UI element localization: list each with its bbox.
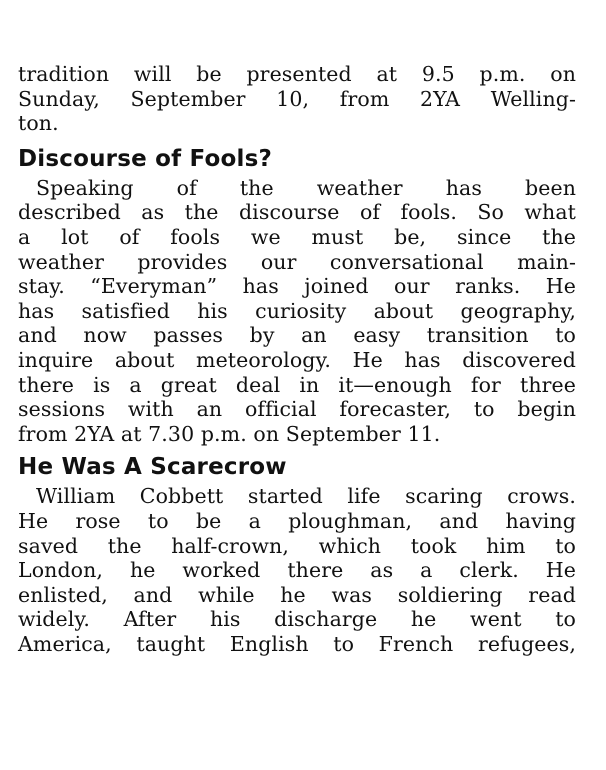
text-line: stay. “Everyman” has joined our ranks. He bbox=[18, 274, 576, 299]
text-line: ton. bbox=[18, 111, 59, 136]
text-line: London, he worked there as a clerk. He bbox=[18, 558, 576, 583]
text-line: America, taught English to French refugees, bbox=[18, 631, 576, 656]
text-line: widely. After his discharge he went to bbox=[18, 607, 576, 632]
intro-paragraph bbox=[18, 62, 576, 136]
text-line: saved the half-crown, which took him to bbox=[18, 533, 576, 558]
text-line: and now passes by an easy transition to bbox=[18, 323, 576, 348]
text-line: weather provides our conversational main- bbox=[18, 249, 576, 274]
text-line: enlisted, and while he was soldiering read bbox=[18, 582, 576, 607]
text-line: Sunday, September 10, from 2YA Welling- bbox=[18, 86, 576, 111]
text-line: William Cobbett started life scaring crows. bbox=[36, 484, 576, 509]
article-column bbox=[18, 62, 576, 656]
section-paragraph-discourse-of-fools bbox=[18, 176, 576, 447]
text-line: there is a great deal in it—enough for three bbox=[18, 372, 576, 397]
text-line: described as the discourse of fools. So what bbox=[18, 200, 576, 225]
text-line: tradition will be presented at 9.5 p.m. on bbox=[18, 62, 576, 86]
text-line: inquire about meteorology. He has discovered bbox=[18, 347, 576, 372]
text-line: sessions with an official forecaster, to begin bbox=[18, 397, 576, 422]
section-heading-he-was-a-scarecrow: He Was A Scarecrow bbox=[18, 454, 287, 481]
section-paragraph-he-was-a-scarecrow bbox=[18, 484, 576, 656]
text-line: He rose to be a ploughman, and having bbox=[18, 508, 576, 533]
text-line: from 2YA at 7.30 p.m. on September 11. bbox=[18, 421, 441, 446]
text-line: has satisfied his curiosity about geography, bbox=[18, 298, 576, 323]
text-line: a lot of fools we must be, since the bbox=[18, 224, 576, 249]
section-heading-discourse-of-fools: Discourse of Fools? bbox=[18, 145, 273, 172]
text-line: Speaking of the weather has been bbox=[36, 175, 576, 200]
